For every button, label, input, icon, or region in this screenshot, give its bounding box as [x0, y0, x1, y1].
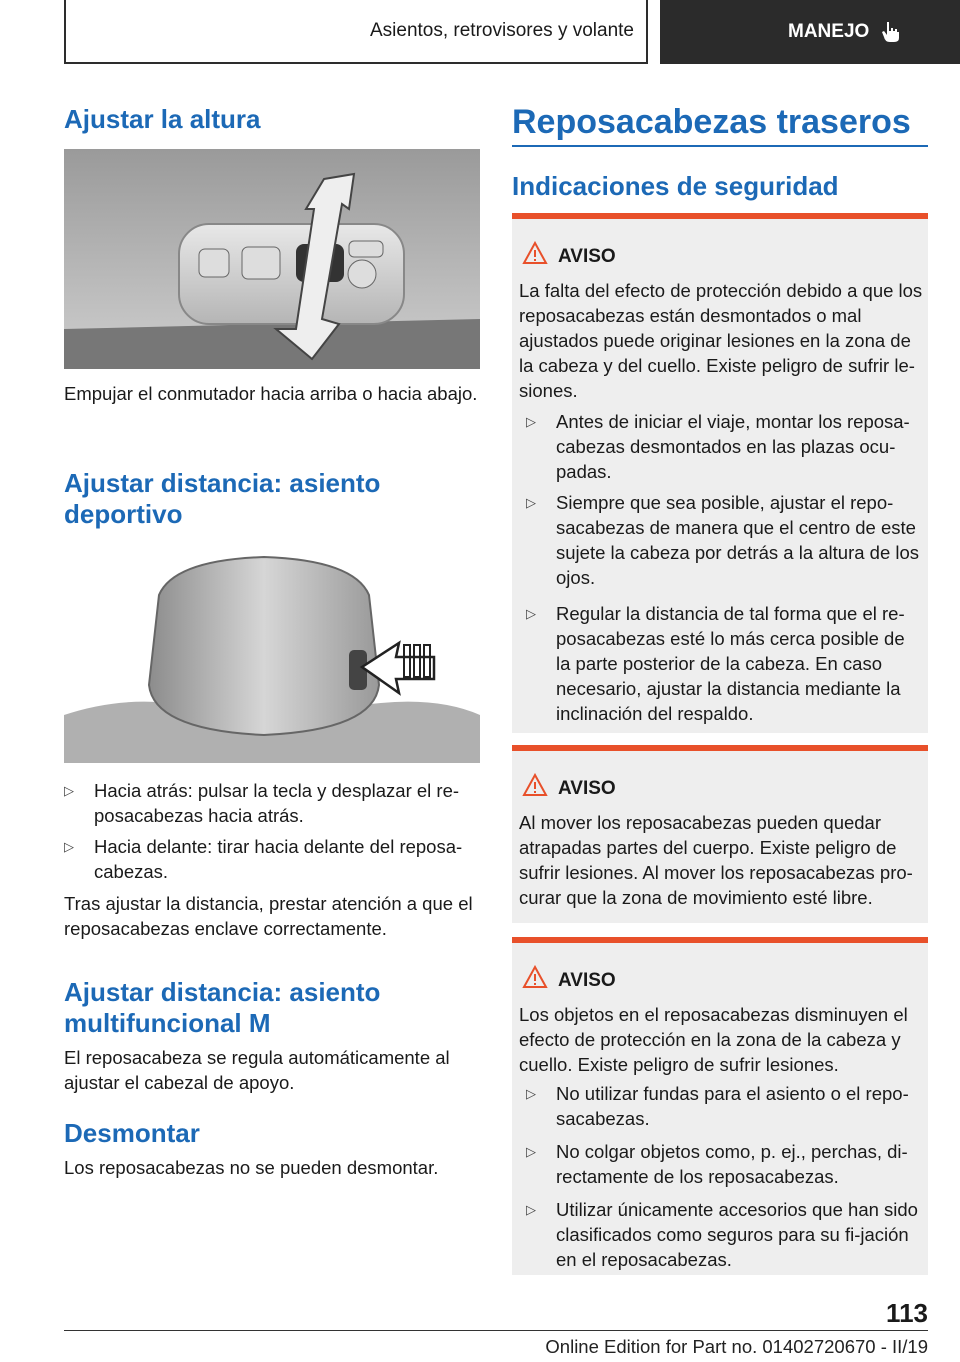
edition-note: Online Edition for Part no. 01402720670 - II/19	[545, 1336, 928, 1357]
heading-reposacabezas-traseros: Reposacabezas traseros	[512, 103, 911, 141]
seat-switch-illustration	[64, 149, 480, 369]
list-item-text: Utilizar únicamente accesorios que han sido clasificados como seguros para su fi-jación en el reposacabezas.	[556, 1199, 918, 1270]
header-chapter-tab	[660, 0, 960, 64]
page-number: 113	[886, 1298, 928, 1328]
chapter-title: MANEJO	[788, 21, 870, 42]
section-title: Asientos, retrovisores y volante	[369, 20, 634, 41]
warning-box	[512, 937, 928, 1275]
warning-triangle-icon	[522, 773, 548, 797]
bullet-marker-icon: ▷	[64, 839, 74, 854]
paragraph-tras-ajustar: Tras ajustar la distancia, prestar atención a que el reposacabezas enclave correctamente.	[64, 893, 473, 939]
heading-underline	[512, 145, 928, 147]
warning-box	[512, 745, 928, 923]
bullet-marker-icon: ▷	[526, 1086, 536, 1101]
list-item-text: No colgar objetos como, p. ej., perchas, di-rectamente de los reposacabezas.	[556, 1141, 908, 1187]
bullet-marker-icon: ▷	[64, 783, 74, 798]
headrest-image	[64, 555, 480, 763]
bullet-marker-icon: ▷	[526, 414, 536, 429]
bullet-marker-icon: ▷	[526, 1202, 536, 1217]
list-item	[526, 1139, 924, 1189]
list-item-text: Antes de iniciar el viaje, montar los reposa-cabezas desmontados en las plazas ocu-padas.	[556, 411, 910, 482]
bullet-marker-icon: ▷	[526, 1144, 536, 1159]
heading-ajustar-altura: Ajustar la altura	[64, 104, 261, 134]
list-item-text: Hacia delante: tirar hacia delante del reposa-cabezas.	[94, 836, 463, 882]
warning-text: Al mover los reposacabezas pueden quedar atrapadas partes del cuerpo. Existe peligro de sufrir lesiones. Al mover los reposacabezas pro-curar que la zona de movimiento esté libre.	[519, 812, 913, 908]
heading-distancia-multifuncional: Ajustar distancia: asiento multifuncional M	[64, 977, 381, 1038]
list-item-text: Regular la distancia de tal forma que el re-posacabezas esté lo más cerca posible de la parte posterior de la cabeza. En caso necesario, ajustar la distancia mediante la inclinación del respaldo.	[556, 603, 905, 724]
list-item	[526, 1197, 924, 1272]
heading-desmontar: Desmontar	[64, 1118, 200, 1148]
warning-title: AVISO	[558, 246, 616, 267]
headrest-illustration	[64, 555, 480, 763]
warning-text: La falta del efecto de protección debido a que los reposacabezas están desmontados o mal ajustados puede originar lesiones en la zona de la cabeza y del cuello. Existe peligro de sufrir le-siones.	[519, 280, 923, 401]
warning-box	[512, 213, 928, 733]
list-item	[526, 490, 924, 590]
paragraph-desmontar: Los reposacabezas no se pueden desmontar.	[64, 1157, 439, 1178]
list-item	[526, 1081, 924, 1131]
list-item-text: Siempre que sea posible, ajustar el repo-sacabezas de manera que el centro de este sujete la cabeza por detrás a la altura de los ojos.	[556, 492, 920, 588]
warning-text: Los objetos en el reposacabezas disminuyen el efecto de protección en la zona de la cabeza y cuello. Existe peligro de sufrir lesiones.	[519, 1004, 908, 1075]
steering-hand-icon	[881, 20, 903, 44]
bullet-marker-icon: ▷	[526, 495, 536, 510]
list-item	[64, 778, 480, 828]
heading-indicaciones-seguridad: Indicaciones de seguridad	[512, 171, 839, 201]
header-section-title	[64, 0, 648, 64]
footer-divider	[64, 1330, 928, 1331]
paragraph-altura: Empujar el conmutador hacia arriba o hacia abajo.	[64, 383, 478, 404]
heading-distancia-deportivo: Ajustar distancia: asiento deportivo	[64, 468, 381, 529]
list-item	[526, 601, 924, 726]
list-item-text: No utilizar fundas para el asiento o el repo-sacabezas.	[556, 1083, 909, 1129]
warning-triangle-icon	[522, 965, 548, 989]
seat-switch-image	[64, 149, 480, 369]
warning-triangle-icon	[522, 241, 548, 265]
paragraph-multifuncional: El reposacabeza se regula automáticamente al ajustar el cabezal de apoyo.	[64, 1047, 450, 1093]
list-item-text: Hacia atrás: pulsar la tecla y desplazar el re-posacabezas hacia atrás.	[94, 780, 460, 826]
warning-title: AVISO	[558, 970, 616, 991]
list-item	[64, 834, 480, 884]
bullet-marker-icon: ▷	[526, 606, 536, 621]
list-item	[526, 409, 924, 484]
warning-title: AVISO	[558, 778, 616, 799]
